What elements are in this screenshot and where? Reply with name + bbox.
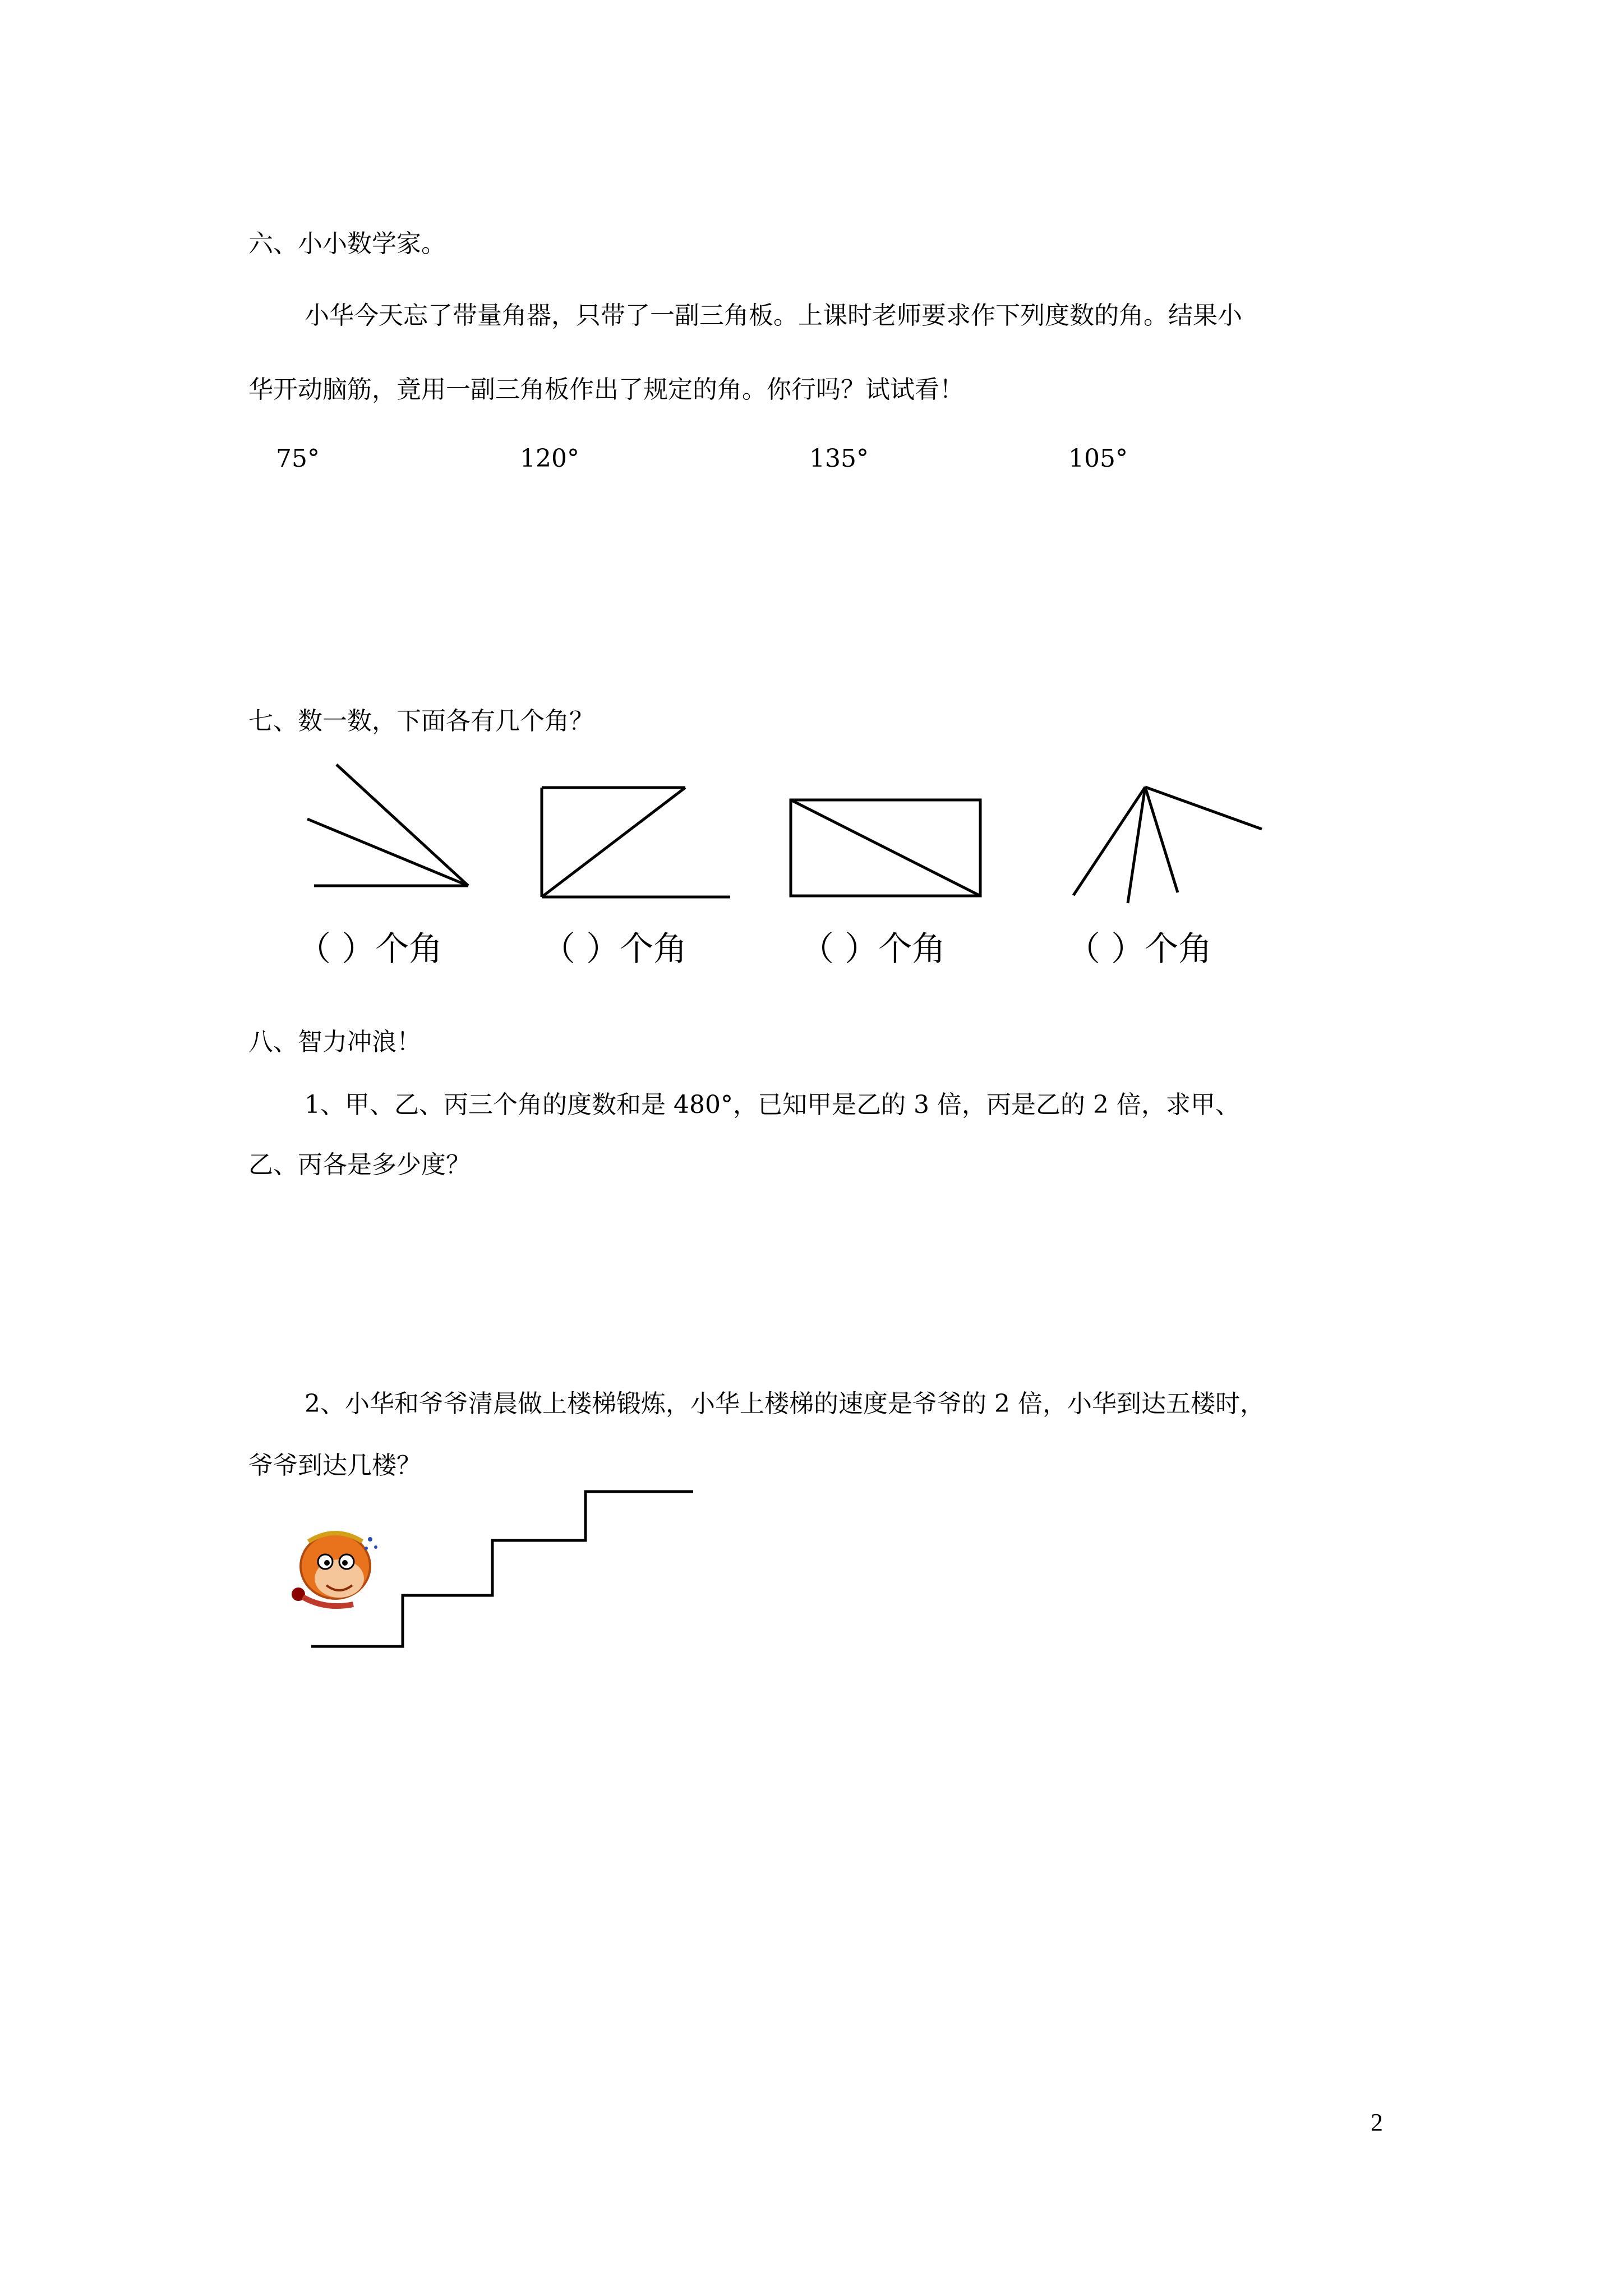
angle-135: 135° [809,444,869,473]
page-number: 2 [1371,2109,1383,2136]
answer-blank-1: （ ）个角 [297,930,443,969]
question1-line2: 乙、丙各是多少度？ [248,1151,471,1179]
question1-line1: 1、甲、乙、丙三个角的度数和是 480°，已知甲是乙的 3 倍，丙是乙的 2 倍，求甲、 [305,1091,1240,1119]
section6-paragraph-line1: 小华今天忘了带量角器，只带了一副三角板。上课时老师要求作下列度数的角。结果小 [305,301,1242,330]
answer-blank-3: （ ）个角 [800,930,946,969]
section7-heading: 七、数一数，下面各有几个角？ [248,707,594,735]
section6-heading: 六、小小数学家。 [248,229,446,258]
angle-75: 75° [276,444,320,473]
section8-heading: 八、智力冲浪！ [248,1028,421,1056]
answer-blank-2: （ ）个角 [542,930,688,969]
angle-120: 120° [520,444,579,473]
monkey-cartoon-icon [286,1527,387,1617]
answer-blank-4: （ ）个角 [1067,930,1212,969]
angle-105: 105° [1068,444,1128,473]
question2-line2: 爷爷到达几楼？ [248,1451,421,1480]
question2-line1: 2、小华和爷爷清晨做上楼梯锻炼，小华上楼梯的速度是爷爷的 2 倍，小华到达五楼时， [305,1389,1265,1418]
section6-paragraph-line2: 华开动脑筋，竟用一副三角板作出了规定的角。你行吗？试试看！ [248,375,964,404]
